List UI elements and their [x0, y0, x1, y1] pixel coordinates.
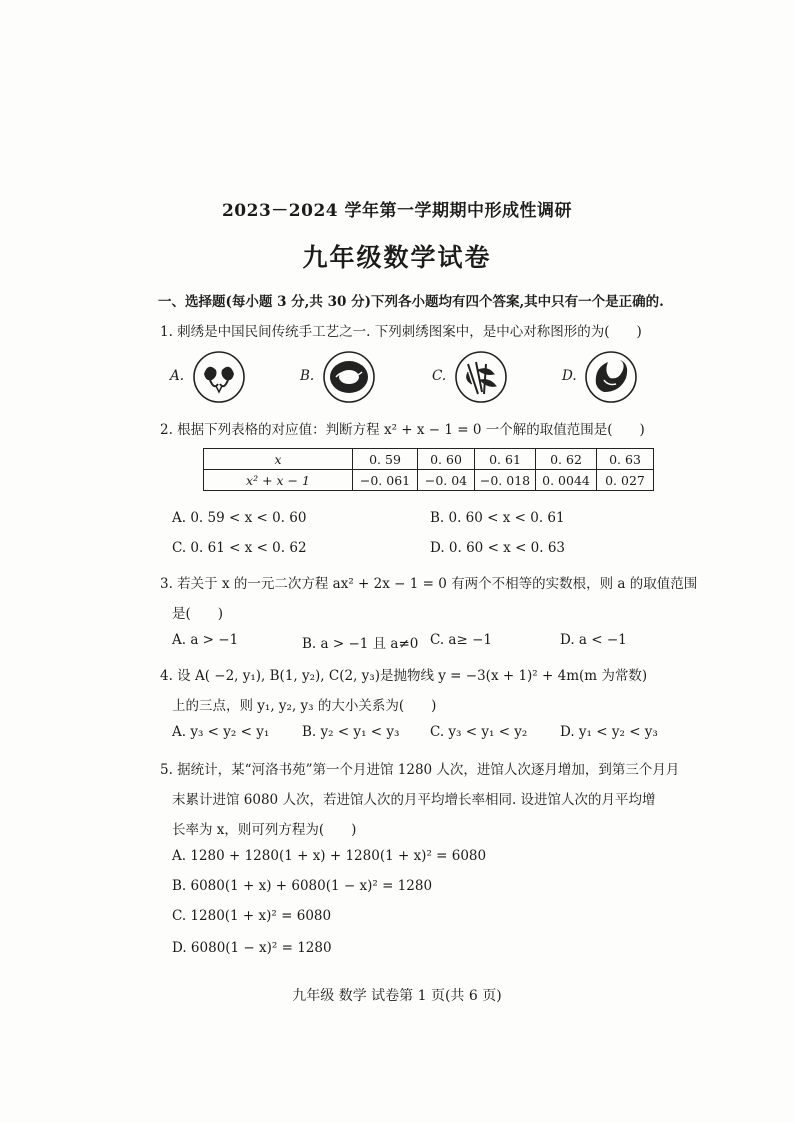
q1-option-d[interactable]	[562, 348, 722, 406]
table-cell: x	[204, 449, 353, 470]
table-cell: −0. 04	[418, 470, 475, 491]
q3-stem-line1: 3. 若关于 x 的一元二次方程 ax² + 2x − 1 = 0 有两个不相等的实数根，则 a 的取值范围	[160, 576, 698, 592]
section-heading: 一、选择题(每小题 3 分,共 30 分)下列各小题均有四个答案,其中只有一个是正确的.	[158, 294, 664, 310]
q3-option-b[interactable]: B. a > −1 且 a≠0	[302, 636, 419, 652]
floral-wreath-embroidery-icon	[322, 350, 376, 404]
table-row	[204, 449, 654, 470]
q2-option-d[interactable]: D. 0. 60 < x < 0. 63	[430, 540, 566, 556]
table-row	[204, 470, 654, 491]
q5-stem-line3: 长率为 x，则可列方程为( )	[172, 822, 357, 838]
table-cell: −0. 018	[475, 470, 536, 491]
q4-option-b[interactable]: B. y₂ < y₁ < y₃	[302, 724, 400, 740]
q5-stem-line1: 5. 据统计，某“河洛书苑”第一个月进馆 1280 人次，进馆人次逐月增加，到第三个月月	[160, 762, 680, 778]
table-cell: 0. 61	[475, 449, 536, 470]
table-cell: 0. 62	[536, 449, 597, 470]
q1-figures	[170, 348, 670, 406]
q1-option-d-label: D.	[562, 368, 577, 384]
q1-stem: 1. 刺绣是中国民间传统手工艺之一. 下列刺绣图案中，是中心对称图形的为( )	[160, 324, 642, 340]
q4-stem-line1: 4. 设 A( −2, y₁), B(1, y₂), C(2, y₃)是抛物线 y = −3(x + 1)² + 4m(m 为常数)	[160, 668, 648, 684]
q4-stem-line2: 上的三点，则 y₁, y₂, y₃ 的大小关系为( )	[172, 698, 437, 714]
q1-option-c-label: C.	[432, 368, 447, 384]
q3-stem-line2: 是( )	[172, 606, 224, 622]
table-cell: 0. 60	[418, 449, 475, 470]
table-cell: 0. 63	[597, 449, 654, 470]
table-cell: 0. 0044	[536, 470, 597, 491]
q3-option-d[interactable]: D. a < −1	[560, 632, 627, 648]
q5-option-c[interactable]: C. 1280(1 + x)² = 6080	[172, 908, 332, 924]
q5-stem-line2: 末累计进馆 6080 人次，若进馆人次的月平均增长率相同. 设进馆人次的月平均增	[172, 792, 656, 808]
q2-option-b[interactable]: B. 0. 60 < x < 0. 61	[430, 510, 565, 526]
q5-option-d[interactable]: D. 6080(1 − x)² = 1280	[172, 940, 332, 956]
q2-option-a[interactable]: A. 0. 59 < x < 0. 60	[172, 510, 307, 526]
q4-option-a[interactable]: A. y₃ < y₂ < y₁	[172, 724, 270, 740]
q2-stem: 2. 根据下列表格的对应值：判断方程 x² + x − 1 = 0 一个解的取值范围是( )	[160, 422, 645, 438]
q3-option-a[interactable]: A. a > −1	[172, 632, 239, 648]
table-cell: x² + x − 1	[204, 470, 353, 491]
exam-subtitle: 2023－2024 学年第一学期期中形成性调研	[221, 201, 573, 221]
exam-title: 九年级数学试卷	[302, 243, 492, 272]
q2-option-c[interactable]: C. 0. 61 < x < 0. 62	[172, 540, 307, 556]
bamboo-embroidery-icon	[454, 350, 508, 404]
q3-option-c[interactable]: C. a≥ −1	[430, 632, 492, 648]
q5-option-a[interactable]: A. 1280 + 1280(1 + x) + 1280(1 + x)² = 6080	[172, 848, 487, 864]
q5-option-b[interactable]: B. 6080(1 + x) + 6080(1 − x)² = 1280	[172, 878, 433, 894]
q1-option-b-label: B.	[300, 368, 315, 384]
q1-option-a-label: A.	[170, 368, 185, 384]
table-cell: 0. 027	[597, 470, 654, 491]
butterfly-pair-embroidery-icon	[192, 350, 246, 404]
table-cell: 0. 59	[353, 449, 418, 470]
q4-option-d[interactable]: D. y₁ < y₂ < y₃	[560, 724, 658, 740]
q2-value-table	[203, 448, 654, 491]
q4-option-c[interactable]: C. y₃ < y₁ < y₂	[430, 724, 528, 740]
bird-embroidery-icon	[584, 350, 638, 404]
page-footer: 九年级 数学 试卷第 1 页(共 6 页)	[292, 988, 502, 1004]
table-cell: −0. 061	[353, 470, 418, 491]
